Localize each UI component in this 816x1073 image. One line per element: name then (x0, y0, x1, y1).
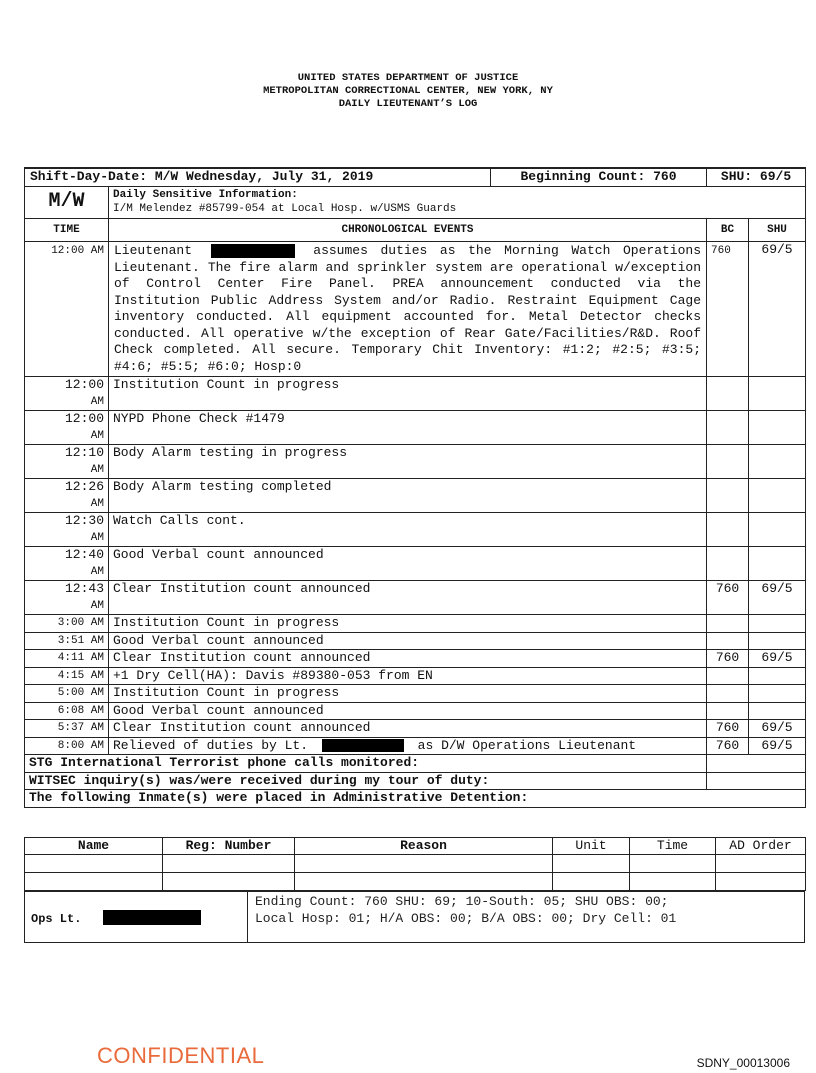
sensitive-label: Daily Sensitive Information: (113, 188, 298, 201)
log-entry (25, 581, 806, 615)
entry-bc (707, 615, 749, 633)
sensitive-row (25, 186, 806, 218)
log-entry (25, 615, 806, 633)
entry-event: Good Verbal count announced (109, 632, 707, 650)
entry-event: Good Verbal count announced (109, 547, 707, 581)
entry-event: NYPD Phone Check #1479 (109, 411, 707, 445)
ending-line-2: Local Hosp: 01; H/A OBS: 00; B/A OBS: 00; Dry Cell: 01 (255, 911, 677, 926)
entry-shu (749, 479, 806, 513)
entry-bc: 760 (707, 581, 749, 615)
header-line-facility: METROPOLITAN CORRECTIONAL CENTER, NEW YORK, NY (263, 85, 553, 97)
col-bc: BC (707, 218, 749, 242)
log-entry (25, 702, 806, 720)
beginning-count: Beginning Count: 760 (491, 168, 707, 186)
entry-time: 12:30 AM (25, 513, 109, 547)
entry-event: Body Alarm testing in progress (109, 445, 707, 479)
entry-shu (749, 377, 806, 411)
ad-col-reg: Reg: Number (163, 838, 295, 855)
entry-shu: 69/5 (749, 242, 806, 377)
entry-event: Watch Calls cont. (109, 513, 707, 547)
log-entry (25, 720, 806, 738)
entry-event: Good Verbal count announced (109, 702, 707, 720)
entry-time: 12:26 AM (25, 479, 109, 513)
entry-shu: 69/5 (749, 720, 806, 738)
redaction-box (211, 244, 295, 258)
entry-event: +1 Dry Cell(HA): Davis #89380-053 from EN (109, 667, 707, 685)
entry-shu (749, 685, 806, 703)
redaction-box (322, 739, 404, 752)
ad-col-time: Time (630, 838, 716, 855)
ad-empty-row (25, 873, 806, 891)
log-entry (25, 377, 806, 411)
ending-count (255, 893, 676, 927)
entry-time: 12:10 AM (25, 445, 109, 479)
entry-time: 12:40 AM (25, 547, 109, 581)
confidential-stamp: CONFIDENTIAL (97, 1043, 265, 1068)
entry-bc (707, 513, 749, 547)
entry-shu (749, 667, 806, 685)
entry-time: 4:11 AM (25, 650, 109, 668)
log-entry (25, 242, 806, 377)
bates-number: SDNY_00013006 (696, 1056, 790, 1070)
entry-bc: 760 (707, 650, 749, 668)
entry-bc: 760 (707, 737, 749, 755)
entry-time: 12:00 AM (25, 411, 109, 445)
entry-time: 12:43 AM (25, 581, 109, 615)
document-header (0, 72, 816, 111)
entry-shu (749, 513, 806, 547)
entry-bc (707, 479, 749, 513)
ending-line-1: Ending Count: 760 SHU: 69; 10-South: 05; SHU OBS: 00; (255, 894, 669, 909)
log-table (24, 167, 806, 808)
shu-count: SHU: 69/5 (707, 168, 806, 186)
sensitive-text: I/M Melendez #85799-054 at Local Hosp. w/USMS Guards (113, 202, 457, 215)
entry-time: 3:00 AM (25, 615, 109, 633)
log-entry (25, 685, 806, 703)
log-entry (25, 411, 806, 445)
redaction-box (103, 910, 201, 925)
entry-shu (749, 411, 806, 445)
entry-text-post: as D/W Operations Lieutenant (417, 737, 637, 753)
entry-bc (707, 411, 749, 445)
ad-header-row (25, 838, 806, 855)
entry-time: 12:00 AM (25, 377, 109, 411)
entry-bc (707, 702, 749, 720)
entry-time: 3:51 AM (25, 632, 109, 650)
entry-shu (749, 632, 806, 650)
entry-bc (707, 445, 749, 479)
col-time: TIME (25, 218, 109, 242)
ad-note: The following Inmate(s) were placed in Administrative Detention: (25, 790, 806, 808)
col-shu: SHU (749, 218, 806, 242)
entry-shu: 69/5 (749, 737, 806, 755)
entry-event: Clear Institution count announced (109, 650, 707, 668)
entry-bc (707, 547, 749, 581)
stg-note: STG International Terrorist phone calls monitored: (25, 755, 707, 773)
entry-text-pre: Relieved of duties by Lt. (113, 737, 309, 753)
ops-lt-label: Ops Lt. (31, 912, 82, 926)
ops-lieutenant-cell (25, 892, 248, 942)
entry-event: Institution Count in progress (109, 377, 707, 411)
shift-row (25, 168, 806, 186)
shift-code: M/W (25, 186, 109, 218)
ad-col-reason: Reason (295, 838, 553, 855)
witsec-row (25, 772, 806, 790)
entry-event (109, 737, 707, 755)
stg-row (25, 755, 806, 773)
sensitive-info (109, 186, 806, 218)
stg-value (707, 755, 806, 773)
ad-empty-row (25, 855, 806, 873)
entry-time: 4:15 AM (25, 667, 109, 685)
log-entry (25, 650, 806, 668)
entry-shu: 69/5 (749, 581, 806, 615)
entry-bc: 760 (707, 242, 749, 377)
entry-bc: 760 (707, 720, 749, 738)
shift-date: Shift-Day-Date: M/W Wednesday, July 31, 2019 (25, 168, 491, 186)
entry-shu (749, 615, 806, 633)
entry-bc (707, 685, 749, 703)
log-entry (25, 445, 806, 479)
log-entry (25, 737, 806, 755)
entry-event: Clear Institution count announced (109, 720, 707, 738)
log-entry (25, 479, 806, 513)
witsec-value (707, 772, 806, 790)
entry-event: Body Alarm testing completed (109, 479, 707, 513)
header-line-title: DAILY LIEUTENANT’S LOG (338, 98, 478, 110)
entry-bc (707, 632, 749, 650)
entry-time: 6:08 AM (25, 702, 109, 720)
entry-time: 5:37 AM (25, 720, 109, 738)
entry-bc (707, 377, 749, 411)
entry-shu (749, 547, 806, 581)
entry-event: Institution Count in progress (109, 685, 707, 703)
column-headers (25, 218, 806, 242)
entry-text-pre: Lieutenant (114, 243, 193, 258)
footer-box (24, 891, 805, 943)
entry-event: Clear Institution count announced (109, 581, 707, 615)
ad-table (24, 837, 806, 891)
entry-shu: 69/5 (749, 650, 806, 668)
entry-shu (749, 445, 806, 479)
entry-event: Institution Count in progress (109, 615, 707, 633)
entry-time: 5:00 AM (25, 685, 109, 703)
entry-bc (707, 667, 749, 685)
log-entry (25, 667, 806, 685)
ad-col-order: AD Order (716, 838, 806, 855)
log-entry (25, 513, 806, 547)
witsec-note: WITSEC inquiry(s) was/were received during my tour of duty: (25, 772, 707, 790)
col-events: CHRONOLOGICAL EVENTS (109, 218, 707, 242)
ad-col-unit: Unit (553, 838, 630, 855)
ad-heading-row (25, 790, 806, 808)
entry-time: 8:00 AM (25, 737, 109, 755)
header-line-doj: UNITED STATES DEPARTMENT OF JUSTICE (297, 72, 519, 84)
entry-event (109, 242, 707, 377)
entry-time: 12:00 AM (25, 242, 109, 377)
log-entry (25, 547, 806, 581)
entry-shu (749, 702, 806, 720)
entry-text-post: assumes duties as the Morning Watch Operations Lieutenant. The fire alarm and sprinkler system are operational w/exception of Control Center Fire Panel. PREA announcement conducted via the Institution Public Address System and/or Radio. Restraint Equipment Cage inventory conducted. All equipment accounted for. Metal Detector checks conducted. All operative w/the exception of Rear Gate/Facilities/R&D. Roof Check completed. All secure. Temporary Chit Inventory: #1:2; #2:5; #3:5; #4:6; #5:5; #6:0; Hosp:0 (114, 243, 702, 374)
ad-col-name: Name (25, 838, 163, 855)
log-entry (25, 632, 806, 650)
